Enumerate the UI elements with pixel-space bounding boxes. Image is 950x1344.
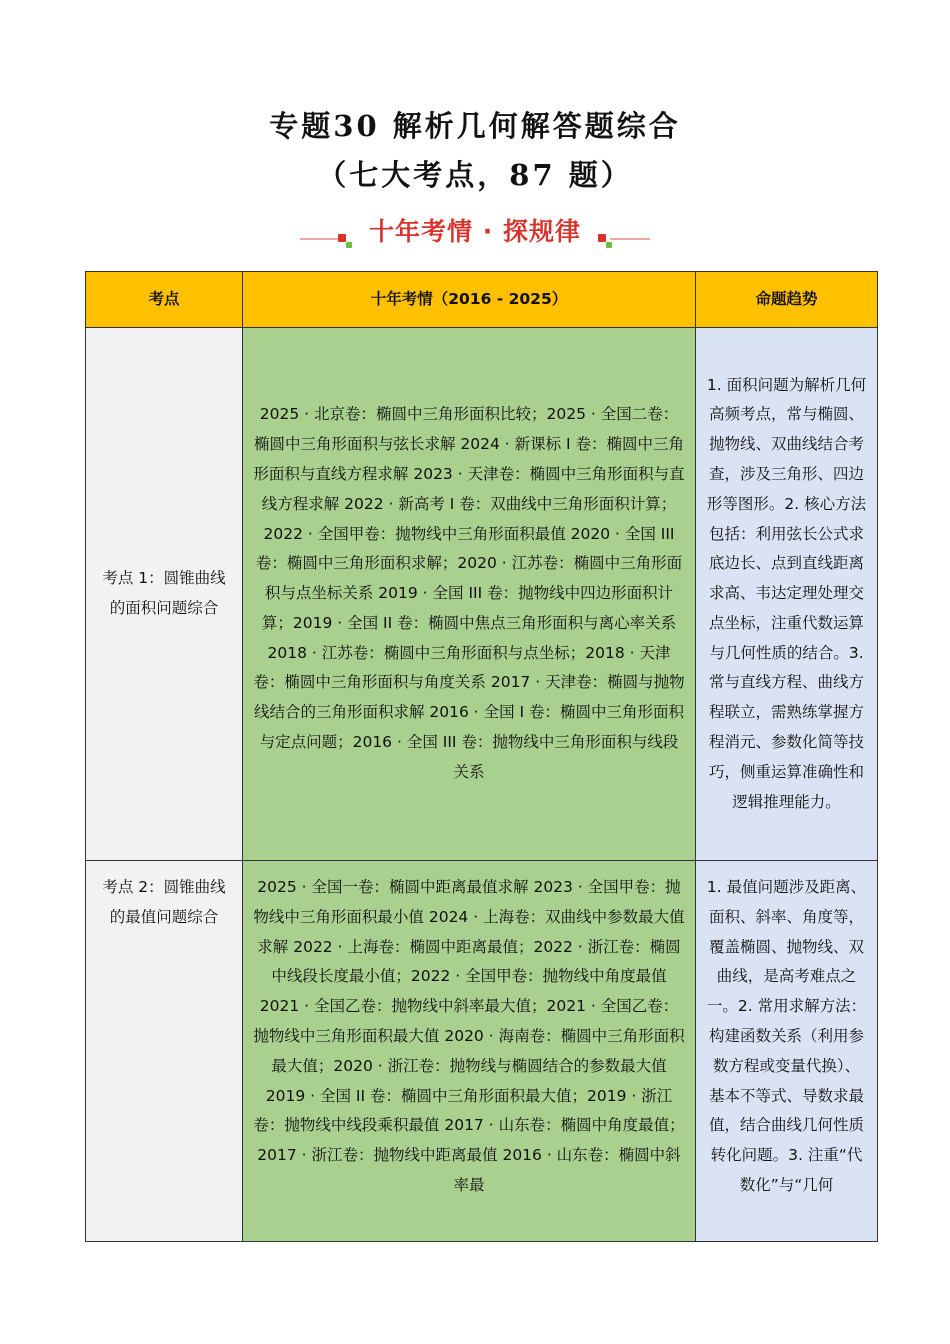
trend-cell: 1. 面积问题为解析几何高频考点，常与椭圆、抛物线、双曲线结合考查，涉及三角形、四边形等图形。2. 核心方法包括：利用弦长公式求底边长、点到直线距离求高、韦达定理处理交点坐标，注重代数运算与几何性质的结合。3. 常与直线方程、曲线方程联立，需熟练掌握方程消元、参数化简等技巧，侧重运算准确性和逻辑推理能力。 xyxy=(696,328,878,861)
exam-analysis-table xyxy=(85,271,878,1242)
banner-left-line xyxy=(300,238,340,240)
point-cell: 考点 2：圆锥曲线的最值问题综合 xyxy=(86,861,243,1242)
section-banner xyxy=(0,212,950,248)
banner-left-green-square-icon xyxy=(346,242,352,248)
header-point: 考点 xyxy=(86,272,243,328)
header-history: 十年考情（2016 - 2025） xyxy=(243,272,696,328)
history-cell: 2025 · 北京卷：椭圆中三角形面积比较；2025 · 全国二卷：椭圆中三角形面积与弦长求解 2024 · 新课标 I 卷：椭圆中三角形面积与直线方程求解 2023 · 天津卷：椭圆中三角形面积与直线方程求解 2022 · 新高考 I 卷：双曲线中三角形面积计算；2022 · 全国甲卷：抛物线中三角形面积最值 2020 · 全国 III 卷：椭圆中三角形面积求解；2020 · 江苏卷：椭圆中三角形面积与点坐标关系 2019 · 全国 III 卷：抛物线中四边形面积计算；2019 · 全国 II 卷：椭圆中焦点三角形面积与离心率关系 2018 · 江苏卷：椭圆中三角形面积与点坐标；2018 · 天津卷：椭圆中三角形面积与角度关系 2017 · 天津卷：椭圆与抛物线结合的三角形面积求解 2016 · 全国 I 卷：椭圆中三角形面积与定点问题；2016 · 全国 III 卷：抛物线中三角形面积与线段关系 xyxy=(243,328,696,861)
banner-right-square-icon xyxy=(598,234,606,242)
trend-cell: 1. 最值问题涉及距离、面积、斜率、角度等，覆盖椭圆、抛物线、双曲线，是高考难点之一。2. 常用求解方法：构建函数关系（利用参数方程或变量代换）、基本不等式、导数求最值，结合曲线几何性质转化问题。3. 注重“代数化”与“几何 xyxy=(696,861,878,1242)
header-trend: 命题趋势 xyxy=(696,272,878,328)
table-header-row xyxy=(86,272,878,328)
banner-left-square-icon xyxy=(338,234,346,242)
banner-right-green-square-icon xyxy=(606,242,612,248)
document-title: 专题30 解析几何解答题综合 xyxy=(269,109,681,143)
banner-text: 十年考情 · 探规律 xyxy=(369,217,581,246)
table-row xyxy=(86,861,878,1242)
table-row xyxy=(86,328,878,861)
point-cell: 考点 1：圆锥曲线的面积问题综合 xyxy=(86,328,243,861)
document-subtitle: （七大考点，87 题） xyxy=(317,158,633,192)
history-cell: 2025 · 全国一卷：椭圆中距离最值求解 2023 · 全国甲卷：抛物线中三角形面积最小值 2024 · 上海卷：双曲线中参数最大值求解 2022 · 上海卷：椭圆中距离最值；2022 · 浙江卷：椭圆中线段长度最小值；2022 · 全国甲卷：抛物线中角度最值 2021 · 全国乙卷：抛物线中斜率最大值；2021 · 全国乙卷：抛物线中三角形面积最大值 2020 · 海南卷：椭圆中三角形面积最大值；2020 · 浙江卷：抛物线与椭圆结合的参数最大值 2019 · 全国 II 卷：椭圆中三角形面积最大值；2019 · 浙江卷：抛物线中线段乘积最值 2017 · 山东卷：椭圆中角度最值；2017 · 浙江卷：抛物线中距离最值 2016 · 山东卷：椭圆中斜率最 xyxy=(243,861,696,1242)
banner-right-line xyxy=(610,238,650,240)
